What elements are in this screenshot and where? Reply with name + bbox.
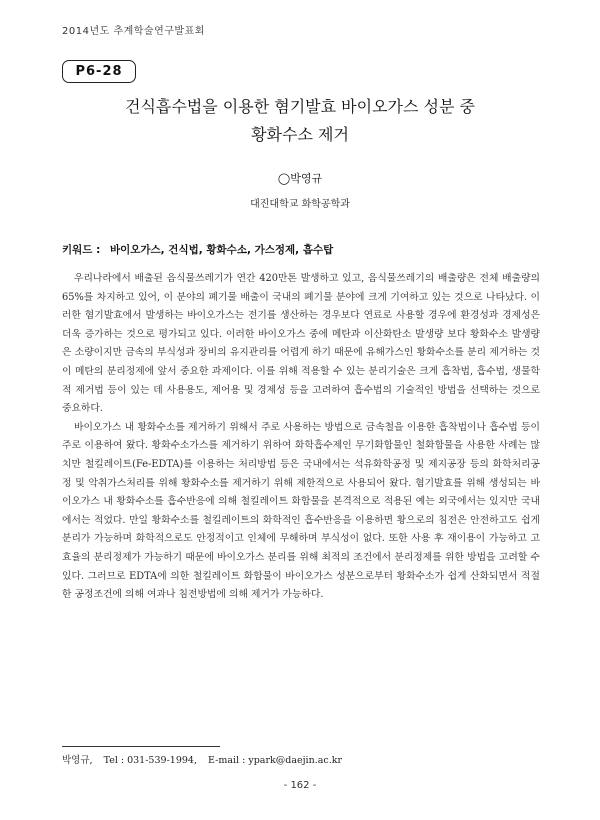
keywords-line: [62, 242, 542, 257]
abstract-paragraph-2: 바이오가스 내 황화수소를 제거하기 위해서 주로 사용하는 방법으로 금속철을 이용한 흡착법이나 흡수법 등이 주로 이용하여 왔다. 황화수소가스를 제거하기 위하여 화학흡수제인 무기화합물인 철화합물을 사용한 사례는 많치만 철킬레이트(Fe-EDTA)를 이용하는 처리방법 등은 국내에서는 석유화학공정 및 제지공장 등의 화학처리공정 및 악취가스처리를 위해 황화수소를 제거하기 위해 제한적으로 사용되어 왔다. 혐기발효를 위해 생성되는 바이오가스 내 황화수소를 흡수반응에 의해 철킬레이트 화합물을 본격적으로 적용된 예는 외국에서는 있지만 국내에서는 적었다. 만일 황화수소를 철킬레이트의 화학적인 흡수반응을 이용하면 황으로의 침전은 안전하고도 쉽게 분리가 가능하며 화학적으로도 안정적이고 인체에 무해하며 부식성이 없다. 또한 사용 후 재이용이 가능하고 고효율의 분리정제가 가능하기 때문에 바이오가스 분리를 위해 최적의 조건에서 분리정제를 위한 방법을 고려할 수 있다. 그러므로 EDTA에 의한 철킬레이트 화합물이 바이오가스 성분으로부터 황화수소가 쉽게 산화되면서 적절한 공정조건에 의해 여과나 침전방법에 의해 제거가 가능하다.: [62, 421, 540, 601]
paper-id-badge: P6-28: [62, 60, 136, 83]
author-affiliation: 대진대학교 화학공학과: [250, 199, 350, 210]
conference-header: 2014년도 추계학술연구발표회: [62, 26, 205, 37]
keywords-terms: 바이오가스, 건식법, 황화수소, 가스정제, 흡수탑: [109, 244, 334, 256]
page-number: - 162 -: [283, 780, 317, 791]
keywords-label: 키워드 :: [62, 244, 101, 256]
title-line-1: 건식흡수법을 이용한 혐기발효 바이오가스 성분 중: [124, 97, 475, 116]
author-name: ◯박영규: [277, 172, 323, 185]
abstract-paragraph-1: 우리나라에서 배출된 음식물쓰레기가 연간 420만톤 발생하고 있고, 음식물쓰레기의 배출량은 전체 배출량의 65%를 차지하고 있어, 이 분야의 폐기물 배출이 국내의 폐기물 분야에 크게 기여하고 있는 것으로 나타났다. 이러한 혐기발효에서 발생하는 바이오가스는 전기를 생산하는 경우보다 연료로 사용할 경우에 환경성과 경제성은 더욱 증가하는 것으로 평가되고 있다. 이러한 바이오가스 중에 메탄과 이산화탄소 발생량 보다 황화수소 발생량은 소량이지만 금속의 부식성과 장비의 유지관리를 어렵게 하기 때문에 유해가스인 황화수소를 분리 제거하는 것이 메탄의 분리정제에 앞서 중요한 과제이다. 이를 위해 적용할 수 있는 분리기술은 크게 흡착법, 흡수법, 생물학적 제거법 등이 있는 데 사용용도, 제어용 및 경제성 등을 고려하여 흡수법의 기술적인 방법을 선택하는 것으로 중요하다.: [62, 273, 540, 415]
footnote-name: 박영규,: [62, 755, 93, 766]
footnote-contact: [62, 752, 342, 766]
title-line-2: 황화수소 제거: [251, 125, 349, 144]
footnote-email: E-mail : ypark@daejin.ac.kr: [208, 755, 343, 766]
footnote-divider: [62, 746, 220, 747]
paper-title: [60, 93, 540, 149]
footnote-tel: Tel : 031-539-1994,: [103, 755, 197, 766]
abstract-body: [62, 270, 540, 605]
